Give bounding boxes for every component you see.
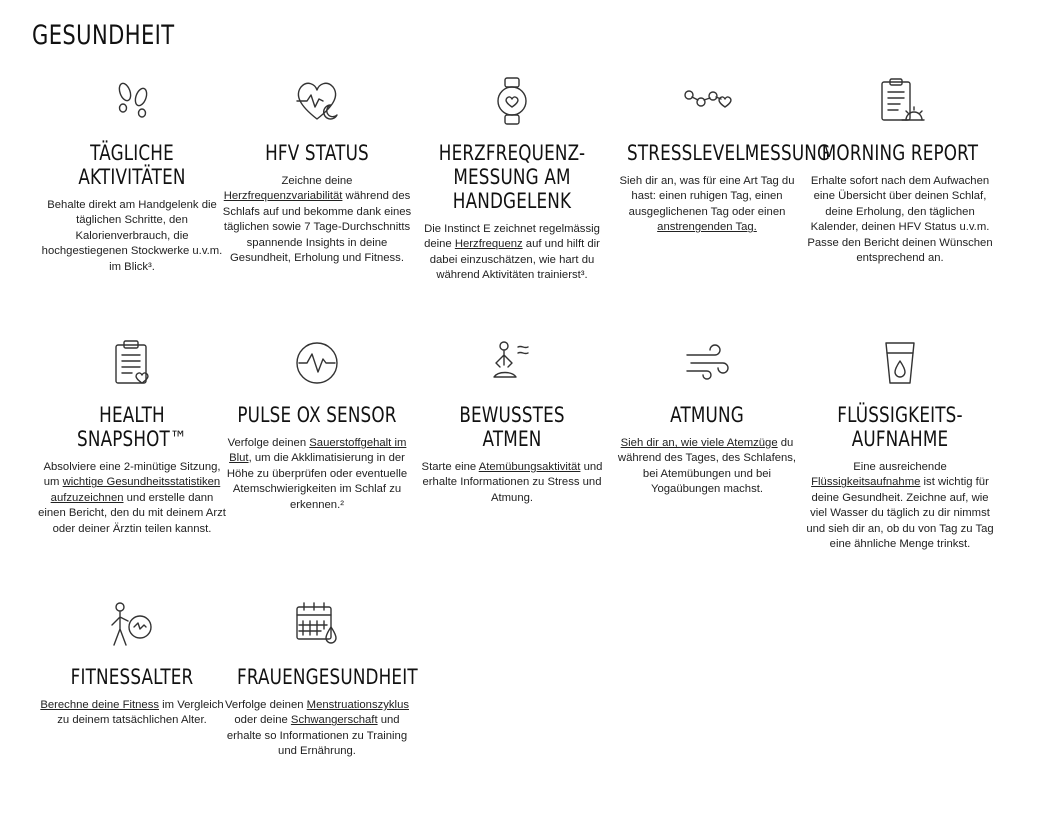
description-text: Starte eine	[421, 461, 479, 473]
link-wichtige-gesundheitsstatistiken-aufzuzeichnen[interactable]: wichtige Gesundheitsstatistiken aufzuzeichnen	[50, 476, 221, 504]
description-text: Sieh dir an, was für eine Art Tag du hast: einen ruhigen Tag, einen ausgeglichenen Tag oder einen	[619, 175, 795, 218]
link-sieh-dir-an-wie-viele-atemzüge[interactable]: Sieh dir an, wie viele Atemzüge	[620, 437, 778, 449]
description-text: Eine ausreichende	[853, 461, 947, 473]
feature-title: HEALTH SNAPSHOT™	[77, 403, 187, 451]
feature-title: BEWUSSTES ATMEN	[459, 403, 565, 451]
feature-row	[32, 75, 1032, 337]
heart-moon-icon	[291, 75, 343, 127]
clipboard-heart-icon	[106, 337, 158, 389]
description-text: Absolviere eine 2-minütige Sitzung, um	[43, 461, 221, 489]
feature-description	[222, 698, 412, 760]
link-herzfrequenzvariabilität[interactable]: Herzfrequenzvariabilität	[223, 190, 343, 203]
description-text: ist wichtig für deine Gesundheit. Zeichne auf, wie viel Wasser du täglich zu dir nimmst und sieh dir an, ob du von Tag zu Tag eine ähnliche Menge trinkst.	[806, 476, 994, 551]
wind-icon	[681, 337, 733, 389]
feature-card	[412, 75, 612, 284]
feature-title: HFV STATUS	[265, 141, 369, 165]
description-text: Verfolge deinen	[227, 437, 310, 449]
description-text: oder deine	[234, 714, 291, 727]
morning-report-icon	[874, 75, 926, 127]
description-text: , um die Akklimatisierung in der Höhe zu überprüfen oder eventuelle Atemschwierigkeiten im Schlaf zu erkennen.²	[226, 452, 408, 511]
feature-card	[32, 75, 232, 275]
feature-card	[217, 599, 417, 760]
feature-description	[37, 460, 227, 537]
page-title: GESUNDHEIT	[32, 20, 175, 51]
feature-title: TÄGLICHE AKTIVITÄTEN	[78, 141, 186, 189]
feature-card	[32, 337, 232, 537]
feature-description	[805, 460, 995, 552]
description-text: im Vergleich zu deinem tatsächlichen Alter.	[57, 699, 224, 727]
link-atemübungsaktivität[interactable]: Atemübungsaktivität	[478, 461, 581, 473]
feature-title: FLÜSSIGKEITS-AUFNAHME	[837, 403, 963, 451]
description-text: Verfolge deinen	[225, 699, 307, 711]
watch-heart-icon	[486, 75, 538, 127]
link-schwangerschaft[interactable]: Schwangerschaft	[290, 714, 378, 727]
description-text: und erhalte Informationen zu Stress und Atmung.	[422, 461, 603, 504]
description-text: Zeichne deine	[281, 175, 353, 187]
description-text: während des Schlafs auf und bekomme dank eines täglichen sowie 7 Tage-Durchschnitts spannende Insights in deine Gesundheit, Erholung und Fitness.	[222, 190, 412, 265]
feature-card	[800, 75, 1000, 266]
pulse-ox-icon	[291, 337, 343, 389]
link-sauerstoffgehalt-im-blut[interactable]: Sauerstoffgehalt im Blut	[229, 437, 407, 465]
feature-card	[607, 337, 807, 498]
calendar-drop-icon	[291, 599, 343, 651]
description-text: Behalte direkt am Handgelenk die täglichen Schritte, den Kalorienverbrauch, die hochgestiegenen Stockwerke u.v.m. im Blick³.	[41, 199, 223, 273]
feature-description	[222, 436, 412, 513]
feature-title: MORNING REPORT	[821, 141, 979, 165]
water-glass-icon	[874, 337, 926, 389]
link-anstrengenden-tag[interactable]: anstrengenden Tag.	[657, 221, 757, 234]
feature-title: FITNESSALTER	[70, 665, 194, 689]
link-flüssigkeitsaufnahme[interactable]: Flüssigkeitsaufnahme	[811, 476, 921, 489]
feature-grid	[32, 75, 1032, 819]
description-text: und erstelle dann einen Bericht, den du mit deinem Arzt oder deiner Ärztin teilen kannst.	[38, 491, 226, 535]
feature-description	[417, 222, 607, 284]
description-text: auf und hilft dir dabei einzuschätzen, wie hart du während Aktivitäten trainierst³.	[429, 238, 600, 282]
feature-card	[32, 599, 232, 729]
feature-description	[805, 174, 995, 266]
description-text: Die Instinct E zeichnet regelmässig deine	[424, 223, 600, 251]
meditation-icon	[486, 337, 538, 389]
fitness-age-icon	[106, 599, 158, 651]
feature-description	[37, 198, 227, 275]
description-text: du während des Tages, des Schlafens, bei Atemübungen und bei Yogaübungen machst.	[617, 437, 797, 496]
feature-title: ATMUNG	[670, 403, 744, 427]
feature-card	[217, 75, 417, 266]
feature-description	[612, 436, 802, 498]
feature-description	[37, 698, 227, 729]
description-text: Erhalte sofort nach dem Aufwachen eine Übersicht über deinen Schlaf, deine Erholung, den täglichen Kalender, deinen HFV Status u.v.m. Passe den Bericht deinen Wünschen entsprechend an.	[807, 175, 993, 265]
feature-card	[607, 75, 831, 236]
feature-title: FRAUENGESUNDHEIT	[237, 665, 418, 689]
feature-description	[417, 460, 607, 506]
feature-description	[222, 174, 412, 266]
feature-card	[412, 337, 612, 506]
feature-title: PULSE OX SENSOR	[237, 403, 397, 427]
feature-row	[32, 599, 1032, 819]
link-herzfrequenz[interactable]: Herzfrequenz	[454, 238, 523, 251]
link-menstruationszyklus[interactable]: Menstruationszyklus	[306, 699, 409, 711]
feature-row	[32, 337, 1032, 599]
feature-title: HERZFREQUENZ-MESSUNG AM HANDGELENK	[438, 141, 586, 213]
feature-title: STRESSLEVELMESSUNG	[627, 141, 831, 165]
description-text: und erhalte so Informationen zu Training und Ernährung.	[226, 714, 408, 758]
link-berechne-deine-fitness[interactable]: Berechne deine Fitness	[40, 699, 160, 711]
footprints-icon	[106, 75, 158, 127]
stress-levels-icon	[681, 75, 733, 127]
feature-description	[612, 174, 802, 236]
feature-card	[800, 337, 1000, 552]
feature-card	[217, 337, 417, 513]
